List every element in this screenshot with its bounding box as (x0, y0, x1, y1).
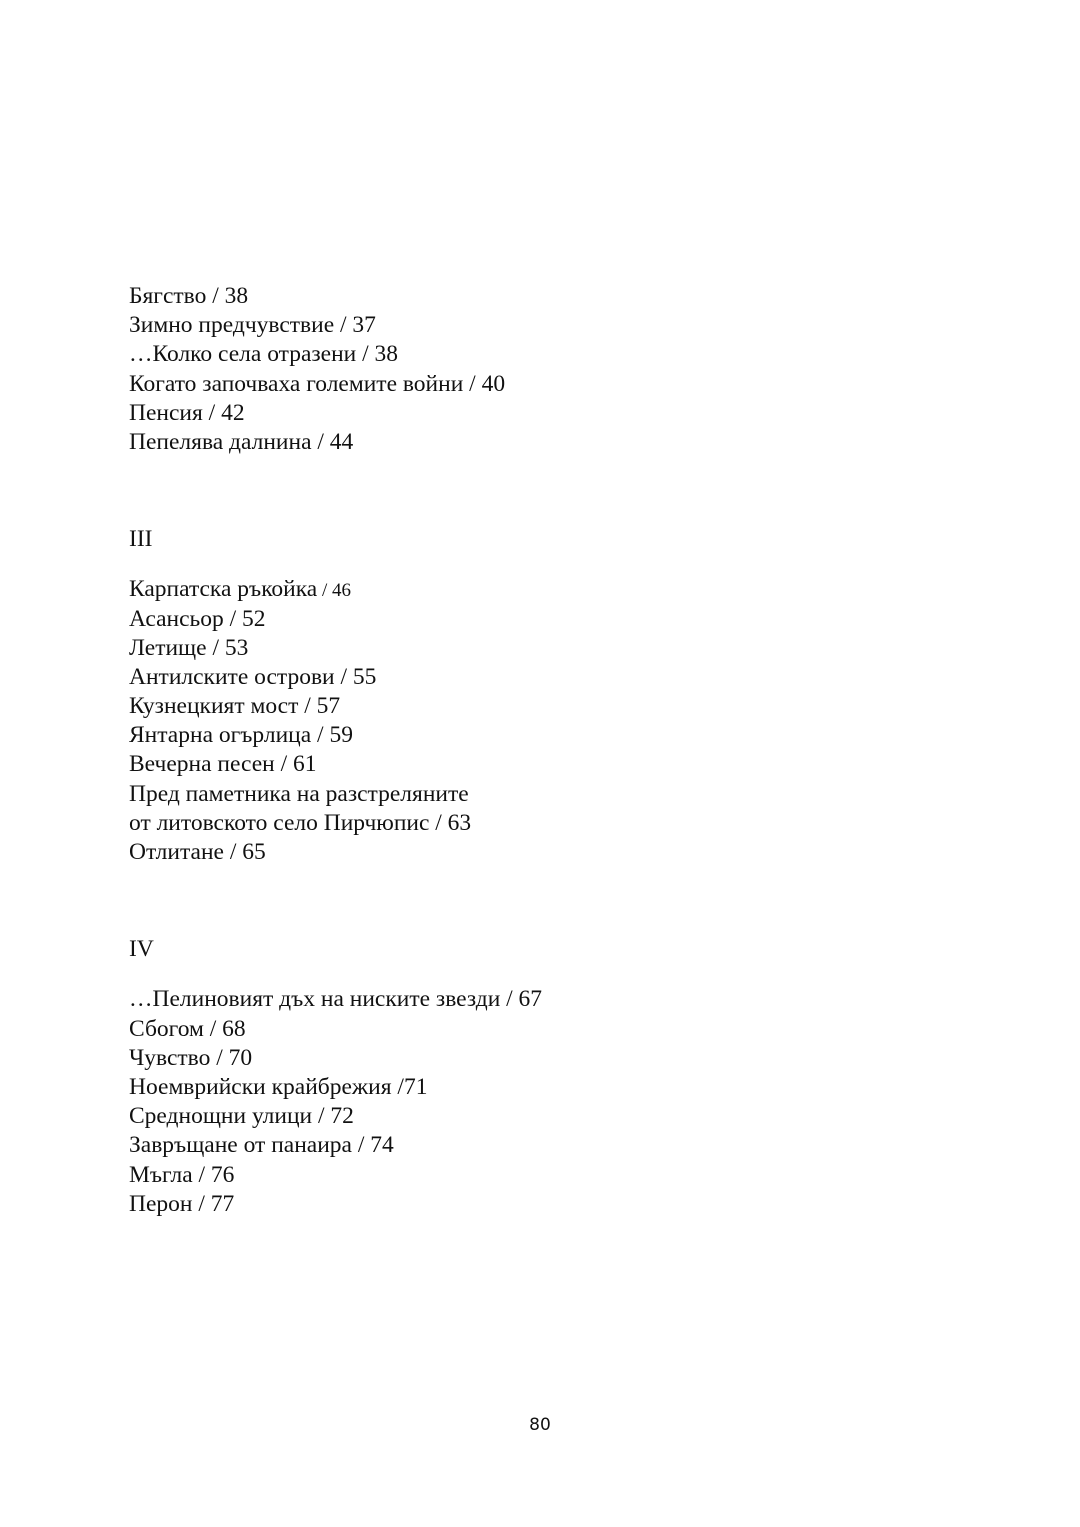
toc-entry: Пред паметника на разстреляните (129, 780, 469, 807)
toc-entry-title: Карпатска ръкойка (129, 576, 318, 603)
toc-entry: Янтарна огърлица / 59 (129, 722, 353, 749)
toc-entry: Среднощни улици / 72 (129, 1103, 354, 1130)
toc-entry: Перон / 77 (129, 1190, 235, 1217)
toc-entry: Кузнецкият мост / 57 (129, 693, 341, 720)
toc-entry: Асансьор / 52 (129, 605, 266, 632)
toc-entry: Ноемврийски крайбрежия /71 (129, 1073, 428, 1100)
toc-entry: Пепелява далнина / 44 (129, 428, 354, 455)
toc-entry: Завръщане от панаира / 74 (129, 1132, 394, 1159)
toc-entry: Летище / 53 (129, 634, 249, 661)
toc-entry: Мъгла / 76 (129, 1161, 235, 1188)
toc-entry-page: / 46 (317, 580, 352, 602)
toc-section-continued (129, 282, 542, 457)
section-heading: IV (129, 936, 154, 963)
toc-section-3 (129, 525, 542, 867)
toc-entry: Антилските острови / 55 (129, 663, 377, 690)
toc-section-4 (129, 935, 542, 1219)
toc-entry: Когато започваха големите войни / 40 (129, 370, 506, 397)
toc-entry: Пенсия / 42 (129, 399, 245, 426)
toc-entry: Отлитане / 65 (129, 839, 266, 865)
section-heading: III (129, 526, 153, 553)
toc-entry: от литовското село Пирчюпис / 63 (129, 809, 472, 836)
toc-entry: …Колко села отразени / 38 (129, 341, 399, 368)
toc-entry: Бягство / 38 (129, 283, 249, 309)
toc-entry: Чувство / 70 (129, 1044, 253, 1071)
table-of-contents (129, 282, 542, 1219)
toc-entry (129, 575, 542, 604)
toc-entry: Вечерна песен / 61 (129, 751, 317, 778)
toc-entry: Сбогом / 68 (129, 1015, 246, 1042)
toc-entry: Зимно предчувствие / 37 (129, 312, 376, 339)
page-number: 80 (529, 1415, 551, 1435)
toc-entry: …Пелиновият дъх на ниските звезди / 67 (129, 986, 543, 1013)
